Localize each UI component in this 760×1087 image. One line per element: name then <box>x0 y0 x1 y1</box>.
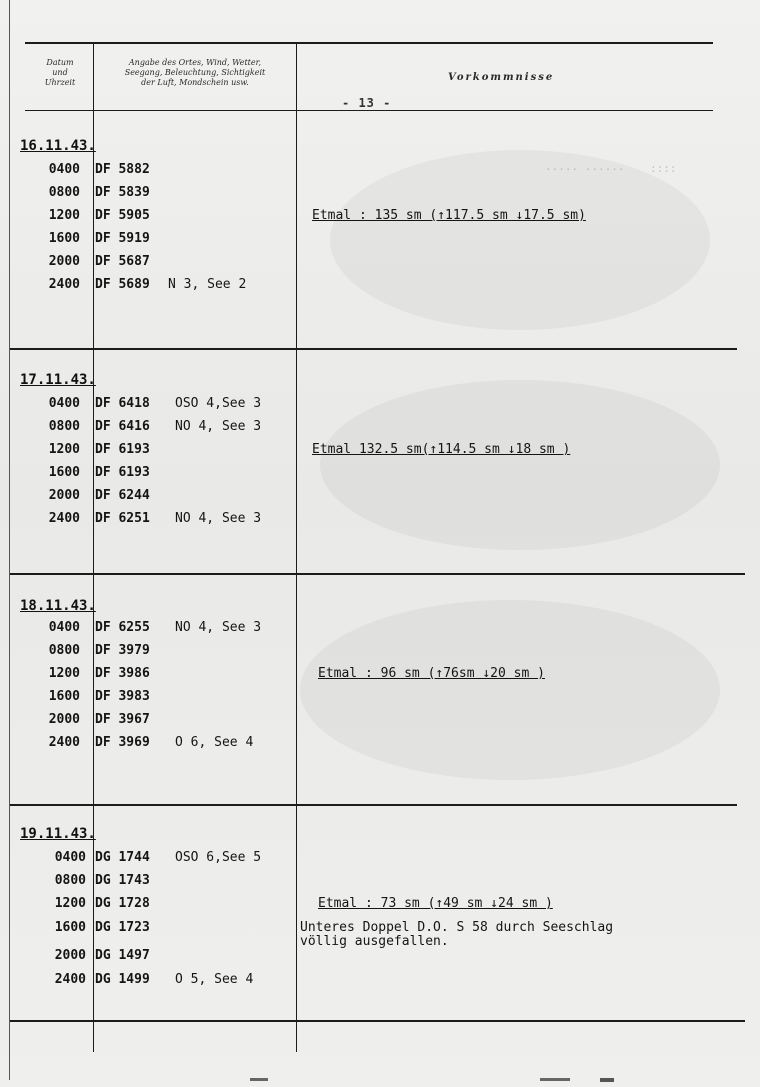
entry-position: DG 1743 <box>95 873 150 888</box>
entry-time: 1200 <box>54 896 86 911</box>
entry-position: DF 5839 <box>95 185 150 200</box>
entry-position: DF 6244 <box>95 488 150 503</box>
bleed-through-stain <box>300 600 720 780</box>
entry-time: 2000 <box>48 712 80 727</box>
entry-position: DF 6251 <box>95 511 150 526</box>
entry-position: DF 5689 <box>95 277 150 292</box>
entry-weather: O 5, See 4 <box>175 972 254 987</box>
entry-time: 1200 <box>48 208 80 223</box>
entry-time: 1200 <box>48 666 80 681</box>
entry-time: 1600 <box>54 920 86 935</box>
table-top-rule <box>25 42 713 44</box>
entry-position: DF 6193 <box>95 442 150 457</box>
entry-time: 2400 <box>48 277 80 292</box>
header-text: Uhrzeit <box>44 78 76 87</box>
entry-weather: NO 4, See 3 <box>175 419 262 434</box>
entry-time: 1600 <box>48 689 80 704</box>
page-edge-mark <box>250 1078 268 1081</box>
entry-time: 0800 <box>48 185 80 200</box>
daily-run-note: Etmal : 73 sm (↑49 sm ↓24 sm ) <box>318 896 553 911</box>
entry-position: DF 6193 <box>95 465 150 480</box>
entry-position: DF 3986 <box>95 666 150 681</box>
bleed-through-text: :::: <box>650 162 677 175</box>
entry-position: DG 1723 <box>95 920 150 935</box>
bleed-through-stain <box>320 380 720 550</box>
column-divider-2 <box>296 44 297 1052</box>
entry-position: DF 5882 <box>95 162 150 177</box>
entry-time: 2000 <box>48 254 80 269</box>
header-bottom-rule <box>25 110 713 111</box>
entry-time: 0400 <box>48 620 80 635</box>
entry-position: DF 3979 <box>95 643 150 658</box>
remark-line: Unteres Doppel D.O. S 58 durch Seeschlag <box>300 920 614 935</box>
daily-run-note: Etmal 132.5 sm(↑114.5 sm ↓18 sm ) <box>312 442 571 457</box>
header-text: der Luft, Mondschein usw. <box>141 78 249 87</box>
entry-weather: N 3, See 2 <box>168 277 247 292</box>
entry-time: 0400 <box>54 850 86 865</box>
header-location-column <box>96 58 294 88</box>
remark-line: völlig ausgefallen. <box>300 934 449 949</box>
entry-position: DG 1744 <box>95 850 150 865</box>
entry-weather: O 6, See 4 <box>175 735 254 750</box>
entry-date: 18.11.43. <box>20 598 96 614</box>
header-text: und <box>52 68 68 77</box>
entry-date: 16.11.43. <box>20 138 96 154</box>
column-divider-1 <box>93 44 94 1052</box>
entry-time: 0800 <box>48 419 80 434</box>
daily-run-note: Etmal : 135 sm (↑117.5 sm ↓17.5 sm) <box>312 208 586 223</box>
daily-run-note: Etmal : 96 sm (↑76sm ↓20 sm ) <box>318 666 545 681</box>
entry-time: 2400 <box>48 511 80 526</box>
entry-time: 2400 <box>54 972 86 987</box>
entry-position: DF 5905 <box>95 208 150 223</box>
entry-time: 2000 <box>54 948 86 963</box>
entry-time: 0800 <box>48 643 80 658</box>
page-edge-mark <box>600 1078 614 1082</box>
day-separator <box>10 804 737 806</box>
bleed-through-stain <box>330 150 710 330</box>
entry-position: DF 6255 <box>95 620 150 635</box>
entry-date: 17.11.43. <box>20 372 96 388</box>
entry-position: DF 5687 <box>95 254 150 269</box>
header-text: Seegang, Beleuchtung, Sichtigkeit <box>124 68 266 77</box>
entry-position: DF 6418 <box>95 396 150 411</box>
entry-position: DF 5919 <box>95 231 150 246</box>
header-events-column: Vorkommnisse <box>448 72 555 83</box>
header-date-column <box>30 58 90 88</box>
entry-position: DG 1499 <box>95 972 150 987</box>
page-edge-mark <box>540 1078 570 1081</box>
left-margin-rule <box>9 0 10 1080</box>
entry-time: 0400 <box>48 162 80 177</box>
entry-position: DF 3967 <box>95 712 150 727</box>
entry-position: DG 1728 <box>95 896 150 911</box>
entry-time: 0800 <box>54 873 86 888</box>
entry-time: 1600 <box>48 465 80 480</box>
entry-position: DF 6416 <box>95 419 150 434</box>
entry-weather: NO 4, See 3 <box>175 511 262 526</box>
entry-position: DF 3969 <box>95 735 150 750</box>
entry-position: DG 1497 <box>95 948 150 963</box>
entry-weather: NO 4, See 3 <box>175 620 262 635</box>
entry-time: 0400 <box>48 396 80 411</box>
bleed-through-text: ..... ...... <box>545 160 625 173</box>
header-text: Angabe des Ortes, Wind, Wetter, <box>128 58 262 67</box>
day-separator <box>10 573 745 575</box>
entry-weather: OSO 6,See 5 <box>175 850 262 865</box>
entry-date: 19.11.43. <box>20 826 96 842</box>
entry-time: 2400 <box>48 735 80 750</box>
day-separator <box>10 348 737 350</box>
entry-position: DF 3983 <box>95 689 150 704</box>
page-number: - 13 - <box>342 96 392 110</box>
day-separator <box>10 1020 745 1022</box>
header-text: Datum <box>46 58 74 67</box>
entry-time: 1200 <box>48 442 80 457</box>
entry-time: 1600 <box>48 231 80 246</box>
entry-time: 2000 <box>48 488 80 503</box>
entry-weather: OSO 4,See 3 <box>175 396 262 411</box>
